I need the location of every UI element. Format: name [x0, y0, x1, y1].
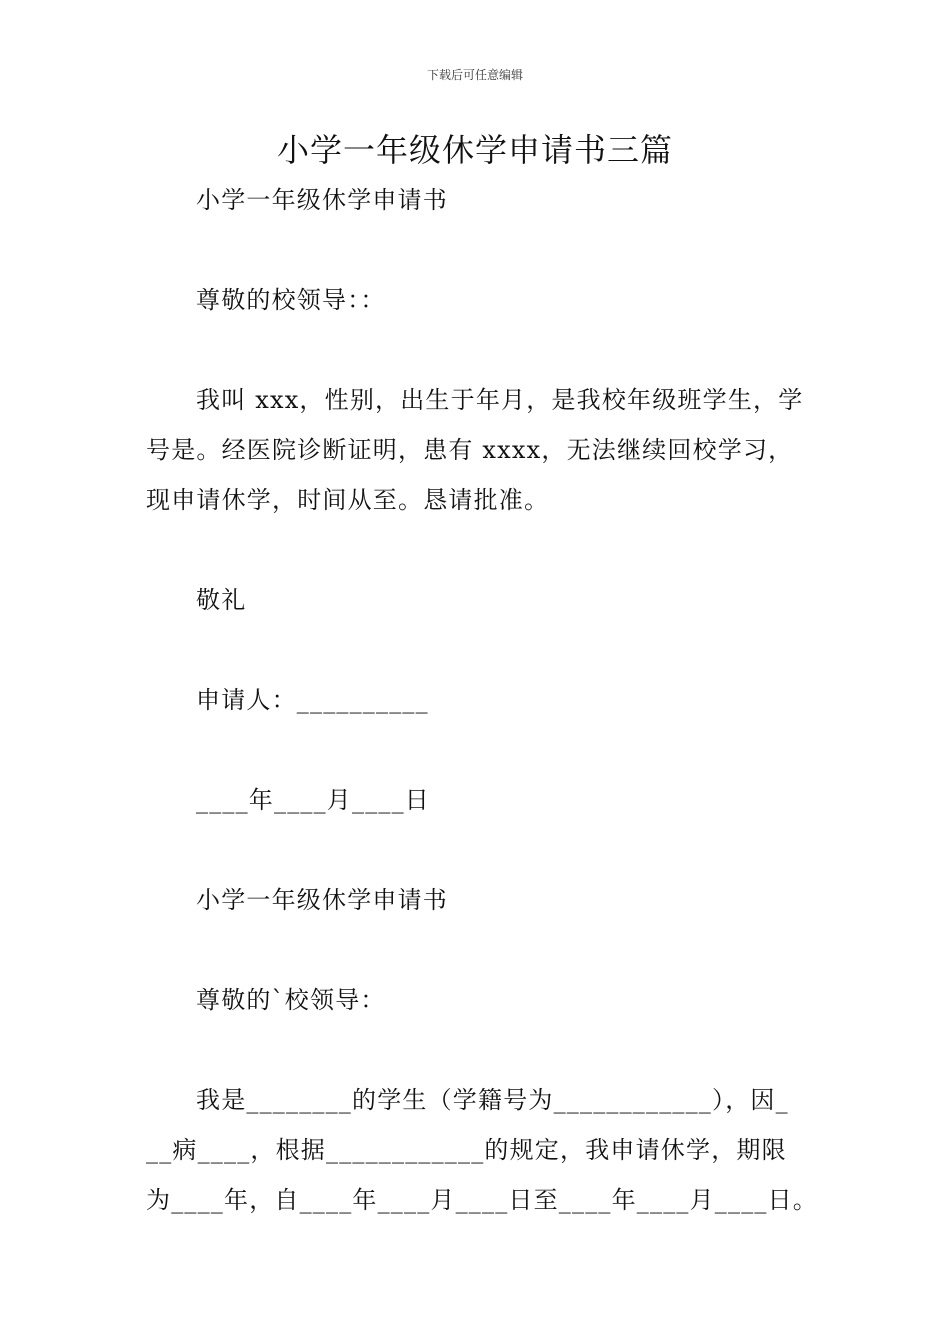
document-body: [146, 175, 816, 1225]
letter1-body-line: 现申请休学，时间从至。恳请批准。: [146, 486, 550, 514]
letter2-salutation: 尊敬的`校领导：: [196, 986, 386, 1014]
letter2-body-line: 为____年，自____年____月____日至____年____月____日。: [146, 1186, 818, 1214]
letter1-salutation: 尊敬的校领导：：: [196, 286, 386, 314]
letter1-body-line: 号是。经医院诊断证明，患有 xxxx，无法继续回校学习，: [146, 436, 794, 464]
header-note: 下载后可任意编辑: [426, 68, 523, 82]
letter2-body-line: 我是________的学生（学籍号为____________），因_: [196, 1086, 789, 1114]
letter1-heading: 小学一年级休学申请书: [196, 186, 448, 214]
letter2-body-line: __病____，根据____________的规定，我申请休学，期限: [146, 1136, 787, 1164]
letter1-body-line: 我叫 xxx，性别，出生于年月，是我校年级班学生，学: [196, 386, 804, 414]
letter2-heading: 小学一年级休学申请书: [196, 886, 448, 914]
letter1-applicant: 申请人：__________: [196, 686, 429, 714]
letter1-date: ____年____月____日: [196, 786, 430, 814]
document-title: 小学一年级休学申请书三篇: [276, 131, 673, 169]
letter1-closing: 敬礼: [196, 586, 247, 614]
